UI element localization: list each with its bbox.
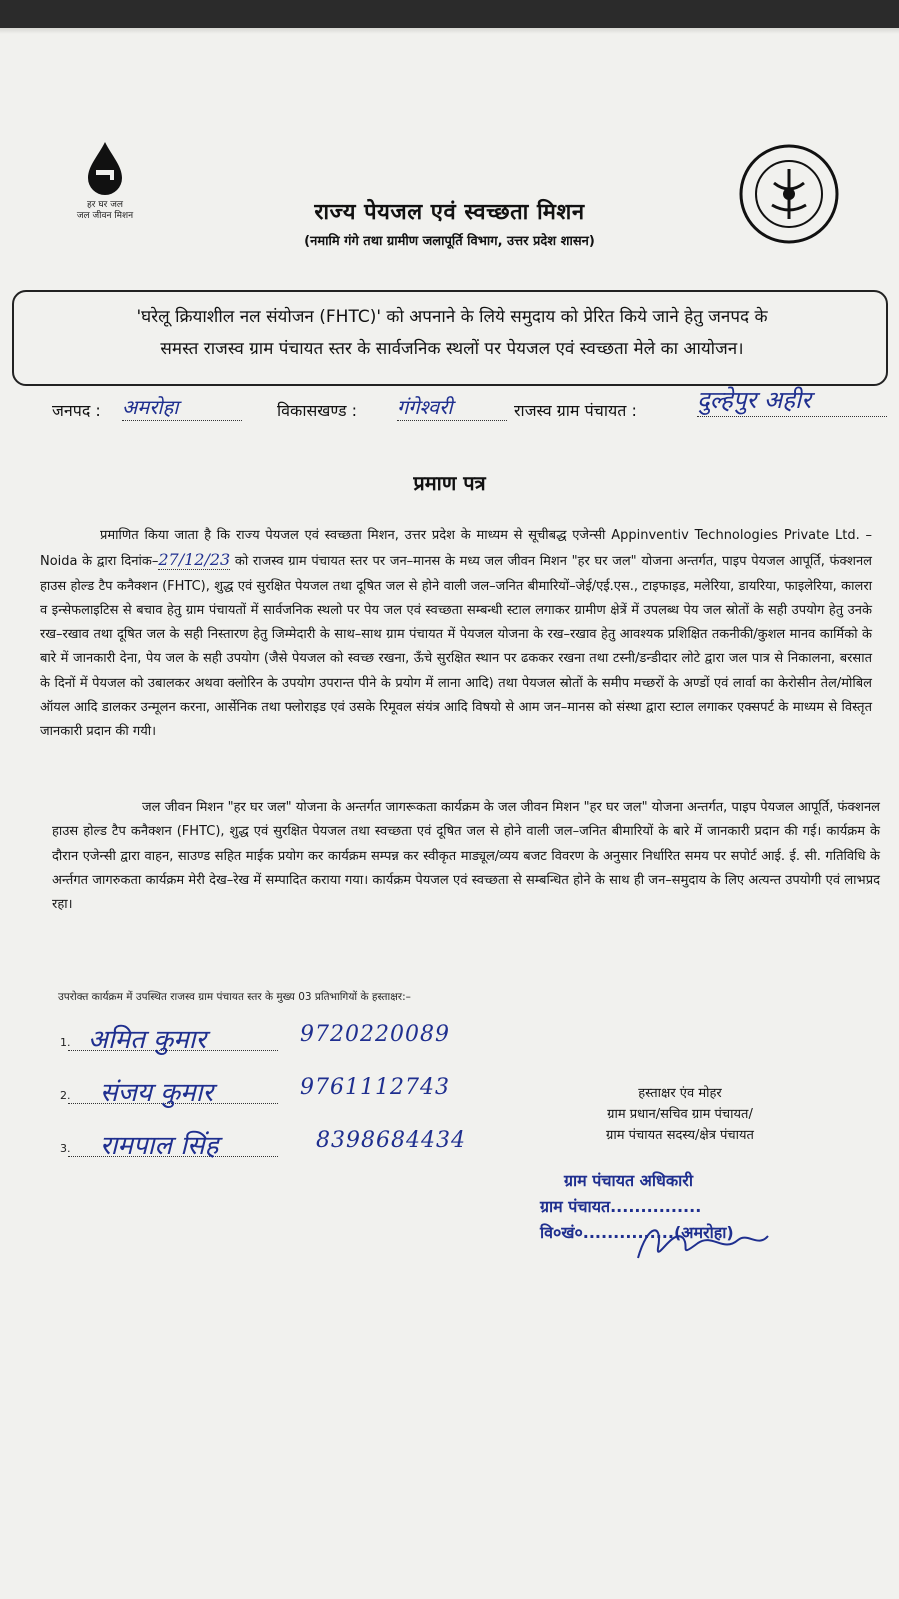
officer-title: ग्राम पंचायत अधिकारी [564,1171,693,1190]
participant-phone: 9720220089 [300,1022,450,1047]
participant-name: संजय कुमार [100,1078,214,1108]
stamp-line-3: ग्राम पंचायत सदस्य/क्षेत्र पंचायत [606,1128,754,1143]
para2-text: जल जीवन मिशन "हर घर जल" योजना के अन्तर्गत जागरूकता कार्यक्रम के जल जीवन मिशन "हर घर जल" योजना अन्तर्गत, पाइप पेयजल आपूर्ति, फंक्शनल हाउस होल्ड टैप कनैक्शन (FHTC), शुद्ध एवं सुरक्षित पेयजल तथा स्वच्छता एवं दूषित जल से होने वाली जल–जनित बीमारियों के बारे में जानकारी प्रदान की गई। कार्यक्रम के दौरान एजेन्सी द्वारा वाहन, साउण्ड सहित माईक प्रयोग कर कार्यक्रम सम्पन्न कर स्वीकृत माड्यूल/व्यय बजट विवरण के अनुसार निर्धारित समय पर सपोर्ट आई. ई. सी. गतिविधि के अर्न्तगत जागरुकता कार्यक्रम मेरी देख–रेख में सम्पादित कराया गया। कार्यक्रम पेयजल एवं स्वच्छता से सम्बन्धित होने के साथ ही जन–समुदाय के लिए अत्यन्त उपयोगी एवं लाभप्रद रहा। [52,800,880,913]
panchayat-value: दुल्हेपुर अहीर [697,383,887,417]
participant-number: 3. [60,1142,71,1155]
block-value: गंगेश्वरी [397,393,507,421]
participant-number: 1. [60,1036,71,1049]
participant-row [60,1073,520,1113]
panchayat-label: राजस्व ग्राम पंचायत : [514,401,637,420]
participant-phone: 8398684434 [316,1128,466,1153]
signature-stamp-block [560,1083,800,1146]
participant-name: अमित कुमार [88,1025,207,1055]
event-banner [12,290,888,386]
mission-subtitle: (नमामि गंगे तथा ग्रामीण जलापूर्ति विभाग, उत्तर प्रदेश शासन) [304,234,595,249]
location-fields [52,386,892,433]
certificate-paragraph-1 [40,524,872,745]
participant-row [60,1126,520,1166]
participant-row [60,1020,520,1060]
event-date: 27/12/23 [158,550,231,570]
participant-name: रामपाल सिंह [100,1131,219,1161]
logo-caption: हर घर जल जल जीवन मिशन [76,200,134,221]
para1-text-start: प्रमाणित किया जाता है कि राज्य पेयजल एवं स्वच्छता मिशन, उत्तर प्रदेश के माध्यम से सूचीबद्ध एजेन्सी Appinventiv Technologies Private Ltd. – Noida के द्वारा दिनांक– [40,528,872,570]
officer-block: वि०खं०...............(अमरोहा) [540,1223,734,1242]
officer-signature [628,1218,778,1268]
participants-note: उपरोक्त कार्यक्रम में उपस्थित राजस्व ग्राम पंचायत स्तर के मुख्य 03 प्रतिभागियों के हस्ताक्षर:– [58,991,411,1003]
certificate-title: प्रमाण पत्र [413,471,486,495]
para1-text-end: को राजस्व ग्राम पंचायत स्तर पर जन–मानस के मध्य जल जीवन मिशन "हर घर जल" योजना अन्तर्गत, पाइप पेयजल आपूर्ति, फंक्शनल हाउस होल्ड टैप कनैक्शन (FHTC), शुद्ध एवं सुरक्षित पेयजल तथा दूषित जल से होने वाली जल–जनित बीमारियों–जेई/एई.एस., टाइफाइड, मलेरिया, डायरिया, फाइलेरिया, कालरा व इन्सेफलाइटिस से बचाव हेतु ग्राम पंचायतों में सार्वजनिक स्थलो पर पेय जल एवं स्वच्छता सम्बन्धी स्टाल लगाकर ग्रामीण क्षेत्रें में उपलब्ध पेय जल स्रोतों के सही उपयोग हेतु उनके रख–रखाव तथा दूषित जल के सही निस्तारण हेतु जिम्मेदारी के साथ–साथ ग्राम पंचायत में पेयजल योजना के रख–रखाव हेतु आवश्यक प्रशिक्षित तकनीकी/कुशल मानव कार्मिको के बारे में जानकारी देना, पेय जल के सही उपयोग (जैसे पेयजल को स्वच्छ रखना, ऊँचे सुरक्षित स्थान पर ढककर रखना तथा टस्नी/डन्डीदार लोटे द्वारा जल पात्र से निकालना, बरसात के दिनों में पेयजल को उबालकर अथवा क्लोरिन के उपयोग उपरान्त पीने के प्रयोग में लाना आदि) तथा पेयजल स्रोतों के समीप मच्छरों के अण्डों एवं लार्वा का केरोसीन तेल/मोबिल ऑयल आदि डालकर उन्मूलन करना, आर्सेनिक तथा फ्लोराइड एवं उसके रिमूवल संयंत्र आदि विषयो से आम जन–मानस को संस्था द्वारा स्टाल लगाकर एक्सपर्ट के माध्यम से विस्तृत जानकारी प्रदान की गयी। [40,554,872,740]
banner-line-2: समस्त राजस्व ग्राम पंचायत स्तर के सार्वजनिक स्थलों पर पेयजल एवं स्वच्छता मेले का आयोजन। [160,339,744,359]
banner-line-1: 'घरेलू क्रियाशील नल संयोजन (FHTC)' को अपनाने के लिये समुदाय को प्रेरित किये जाने हेतु जनपद के [136,307,768,327]
document-page [0,28,899,1599]
up-government-seal [738,143,840,245]
officer-panchayat: ग्राम पंचायत............... [540,1197,702,1216]
certificate-paragraph-2 [52,796,880,917]
block-label: विकासखण्ड : [277,401,358,420]
stamp-line-1: हस्ताक्षर एंव मोहर [638,1086,722,1101]
water-drop-icon [60,138,150,200]
participant-phone: 9761112743 [300,1075,450,1100]
district-label: जनपद : [52,401,101,420]
stamp-line-2: ग्राम प्रधान/सचिव ग्राम पंचायत/ [607,1107,753,1122]
district-value: अमरोहा [122,393,242,421]
mission-title: राज्य पेयजल एवं स्वच्छता मिशन [314,200,585,225]
participant-number: 2. [60,1089,71,1102]
